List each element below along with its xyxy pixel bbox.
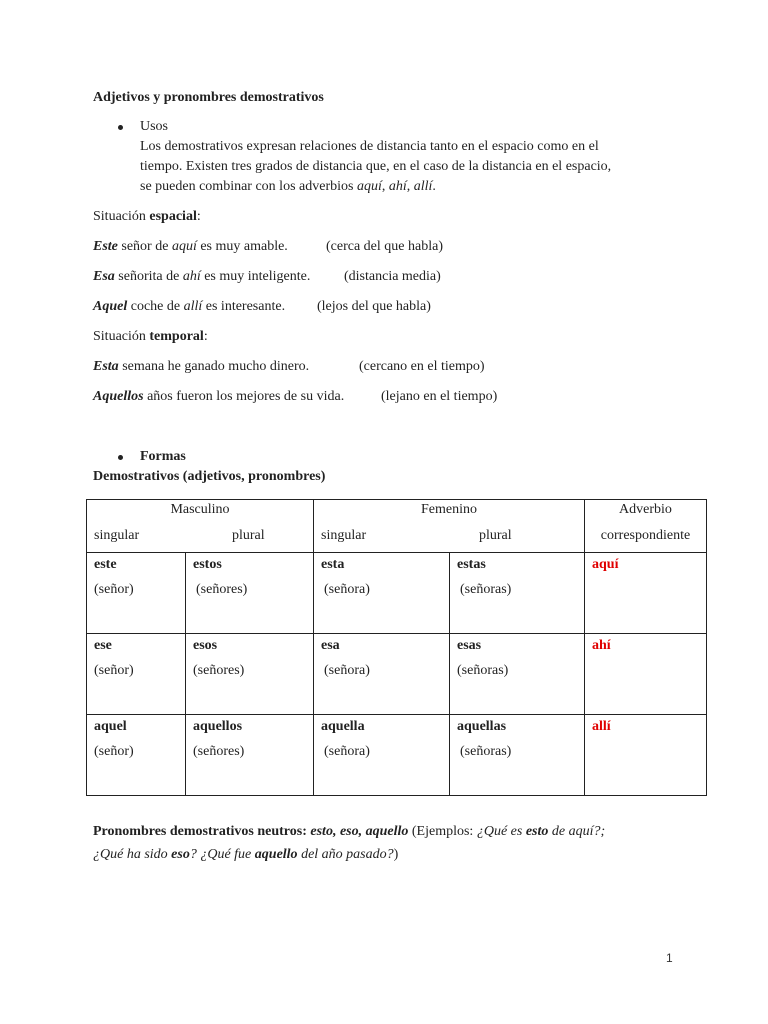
header-masculino-label: Masculino bbox=[170, 502, 230, 517]
usos-line-1: Los demostrativos expresan relaciones de distancia tanto en el espacio como en el bbox=[140, 139, 599, 154]
usos-line-3: se pueden combinar con los adverbios aquí, ahí, allí. bbox=[140, 179, 436, 194]
cell-masc-plur bbox=[186, 634, 314, 715]
demonstrative-word: esta bbox=[321, 557, 345, 572]
header-singular: singular bbox=[94, 528, 140, 543]
usos-heading: Usos bbox=[140, 119, 169, 134]
example-espacial-2: Esa señorita de ahí es muy inteligente. bbox=[93, 269, 311, 284]
demonstrative-word: aquellos bbox=[193, 719, 243, 734]
cell-fem-plur bbox=[450, 634, 585, 715]
demonstrative-word: estos bbox=[193, 557, 222, 572]
example-noun: (señora) bbox=[324, 663, 370, 678]
adverb-word: aquí bbox=[592, 557, 619, 572]
cell-adverb bbox=[585, 634, 707, 715]
header-femenino bbox=[314, 500, 585, 553]
formas-subheading: Demostrativos (adjetivos, pronombres) bbox=[93, 469, 326, 484]
example-temporal-2-note: (lejano en el tiempo) bbox=[381, 389, 498, 404]
cell-fem-sing bbox=[314, 715, 450, 796]
example-espacial-1: Este señor de aquí es muy amable. bbox=[93, 239, 288, 254]
header-masculino bbox=[87, 500, 314, 553]
header-plural: plural bbox=[479, 528, 512, 543]
header-singular: singular bbox=[321, 528, 367, 543]
table-row bbox=[87, 715, 707, 796]
demonstrative-word: aquella bbox=[321, 719, 365, 734]
example-noun: (señora) bbox=[324, 744, 370, 759]
cell-adverb bbox=[585, 715, 707, 796]
page-number: 1 bbox=[666, 951, 673, 965]
example-espacial-1-note: (cerca del que habla) bbox=[326, 239, 443, 254]
example-espacial-3-note: (lejos del que habla) bbox=[317, 299, 431, 314]
example-noun: (señor) bbox=[94, 663, 134, 678]
cell-masc-plur bbox=[186, 553, 314, 634]
usos-line-2: tiempo. Existen tres grados de distancia que, en el caso de la distancia en el espacio, bbox=[140, 159, 612, 174]
demonstrative-word: este bbox=[94, 557, 117, 572]
example-noun: (señores) bbox=[196, 582, 248, 597]
cell-fem-sing bbox=[314, 634, 450, 715]
demonstrative-word: aquel bbox=[94, 719, 127, 734]
header-correspondiente: correspondiente bbox=[600, 528, 691, 543]
cell-adverb bbox=[585, 553, 707, 634]
page-title: Adjetivos y pronombres demostrativos bbox=[93, 90, 324, 105]
demonstrative-word: ese bbox=[94, 638, 112, 653]
neutros-line-2: ¿Qué ha sido eso? ¿Qué fue aquello del año pasado?) bbox=[93, 847, 399, 862]
formas-heading: Formas bbox=[140, 449, 186, 464]
example-temporal-1-note: (cercano en el tiempo) bbox=[359, 359, 485, 374]
example-noun: (señoras) bbox=[460, 744, 512, 759]
example-noun: (señora) bbox=[324, 582, 370, 597]
cell-masc-sing bbox=[87, 715, 186, 796]
example-espacial-3: Aquel coche de allí es interesante. bbox=[93, 299, 286, 314]
bullet-dot bbox=[118, 455, 123, 460]
example-noun: (señores) bbox=[193, 663, 245, 678]
header-adverbio bbox=[585, 500, 707, 553]
header-plural: plural bbox=[232, 528, 265, 543]
cell-fem-plur bbox=[450, 553, 585, 634]
example-noun: (señoras) bbox=[457, 663, 509, 678]
demonstrative-word: aquellas bbox=[457, 719, 507, 734]
table-row bbox=[87, 553, 707, 634]
example-espacial-2-note: (distancia media) bbox=[344, 269, 441, 284]
example-temporal-2: Aquellos años fueron los mejores de su vida. bbox=[93, 389, 345, 404]
cell-masc-sing bbox=[87, 553, 186, 634]
cell-masc-plur bbox=[186, 715, 314, 796]
header-adverbio-label: Adverbio bbox=[619, 502, 672, 517]
situacion-espacial-label: Situación espacial: bbox=[93, 209, 201, 224]
demonstrative-word: estas bbox=[457, 557, 486, 572]
demonstrative-word: esa bbox=[321, 638, 340, 653]
cell-fem-plur bbox=[450, 715, 585, 796]
cell-masc-sing bbox=[87, 634, 186, 715]
situacion-temporal-label: Situación temporal: bbox=[93, 329, 208, 344]
bullet-dot bbox=[118, 125, 123, 130]
demonstrative-word: esos bbox=[193, 638, 218, 653]
table-row bbox=[87, 634, 707, 715]
table-header-row bbox=[87, 500, 707, 553]
header-femenino-label: Femenino bbox=[421, 502, 477, 517]
cell-fem-sing bbox=[314, 553, 450, 634]
neutros-line-1: Pronombres demostrativos neutros: esto, eso, aquello (Ejemplos: ¿Qué es esto de aquí?; bbox=[93, 824, 606, 839]
demonstratives-table bbox=[86, 499, 707, 796]
example-noun: (señor) bbox=[94, 582, 134, 597]
example-temporal-1: Esta semana he ganado mucho dinero. bbox=[93, 359, 310, 374]
demonstrative-word: esas bbox=[457, 638, 482, 653]
adverb-word: allí bbox=[592, 719, 611, 734]
example-noun: (señores) bbox=[193, 744, 245, 759]
example-noun: (señor) bbox=[94, 744, 134, 759]
adverb-word: ahí bbox=[592, 638, 611, 653]
example-noun: (señoras) bbox=[460, 582, 512, 597]
